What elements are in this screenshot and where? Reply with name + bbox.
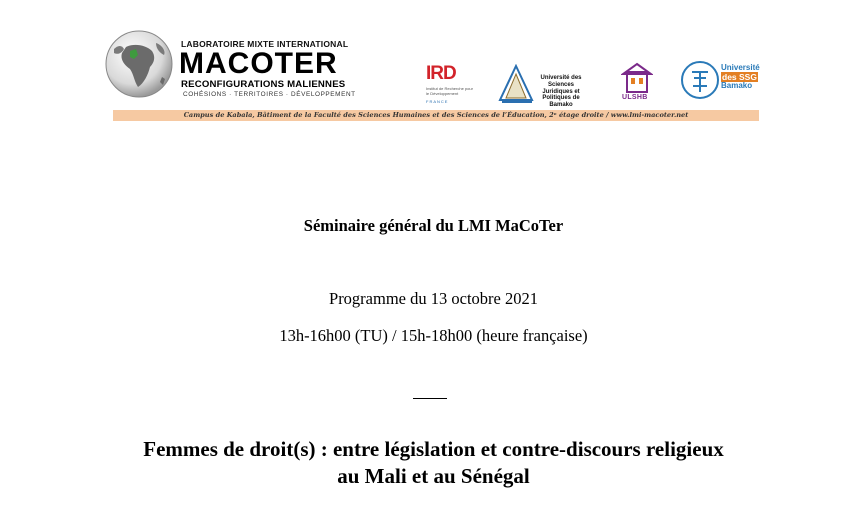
lab-label: LABORATOIRE MIXTE INTERNATIONAL xyxy=(181,39,349,49)
seminar-title: Séminaire général du LMI MaCoTer xyxy=(303,216,564,235)
ird-logo xyxy=(422,63,482,107)
talk-title-line-1: Femmes de droit(s) : entre législation et contre-discours religieux xyxy=(143,437,724,461)
letterhead xyxy=(0,0,867,125)
globe-logo-icon xyxy=(104,29,174,99)
ird-logo-text: IRD xyxy=(426,63,456,84)
ussgb-line3: Bamako xyxy=(721,81,753,90)
ulshb-logo xyxy=(619,62,655,104)
ulshb-logo-icon xyxy=(621,62,653,94)
ussgb-logo xyxy=(680,58,762,104)
talk-title-line-2: au Mali et au Sénégal xyxy=(337,464,530,488)
time-range: 13h-16h00 (TU) / 15h-18h00 (heure française) xyxy=(279,326,588,345)
usjpb-logo-icon xyxy=(498,64,534,104)
address-banner xyxy=(113,110,759,121)
ussgb-logo-icon xyxy=(680,60,720,100)
usjpb-logo-text: Université des Sciences Juridiques et Politiques de Bamako xyxy=(540,75,582,109)
brand-name: MACOTER xyxy=(179,47,338,80)
ird-logo-country: FRANCE xyxy=(426,99,449,104)
ussgb-line2: des SSG xyxy=(722,71,757,82)
talk-title xyxy=(0,436,867,490)
separator-line xyxy=(413,398,447,399)
program-date: Programme du 13 octobre 2021 xyxy=(329,289,538,308)
ulshb-logo-text: ULSHB xyxy=(622,94,648,101)
ussgb-logo-text xyxy=(721,64,760,91)
brand-tagline: COHÉSIONS · TERRITOIRES · DÉVELOPPEMENT xyxy=(183,91,356,98)
ird-logo-subtitle: Institut de Recherche pour le Développement xyxy=(426,86,473,96)
ussgb-line1: Université xyxy=(721,63,760,72)
usjpb-logo xyxy=(498,62,590,109)
brand-subtitle: RECONFIGURATIONS MALIENNES xyxy=(181,79,346,90)
address-banner-text: Campus de Kabala, Bâtiment de la Faculté des Sciences Humaines et des Sciences de l’Éducation, 2ᵉ étage droite / www.lmi-macoter.net xyxy=(183,111,689,119)
